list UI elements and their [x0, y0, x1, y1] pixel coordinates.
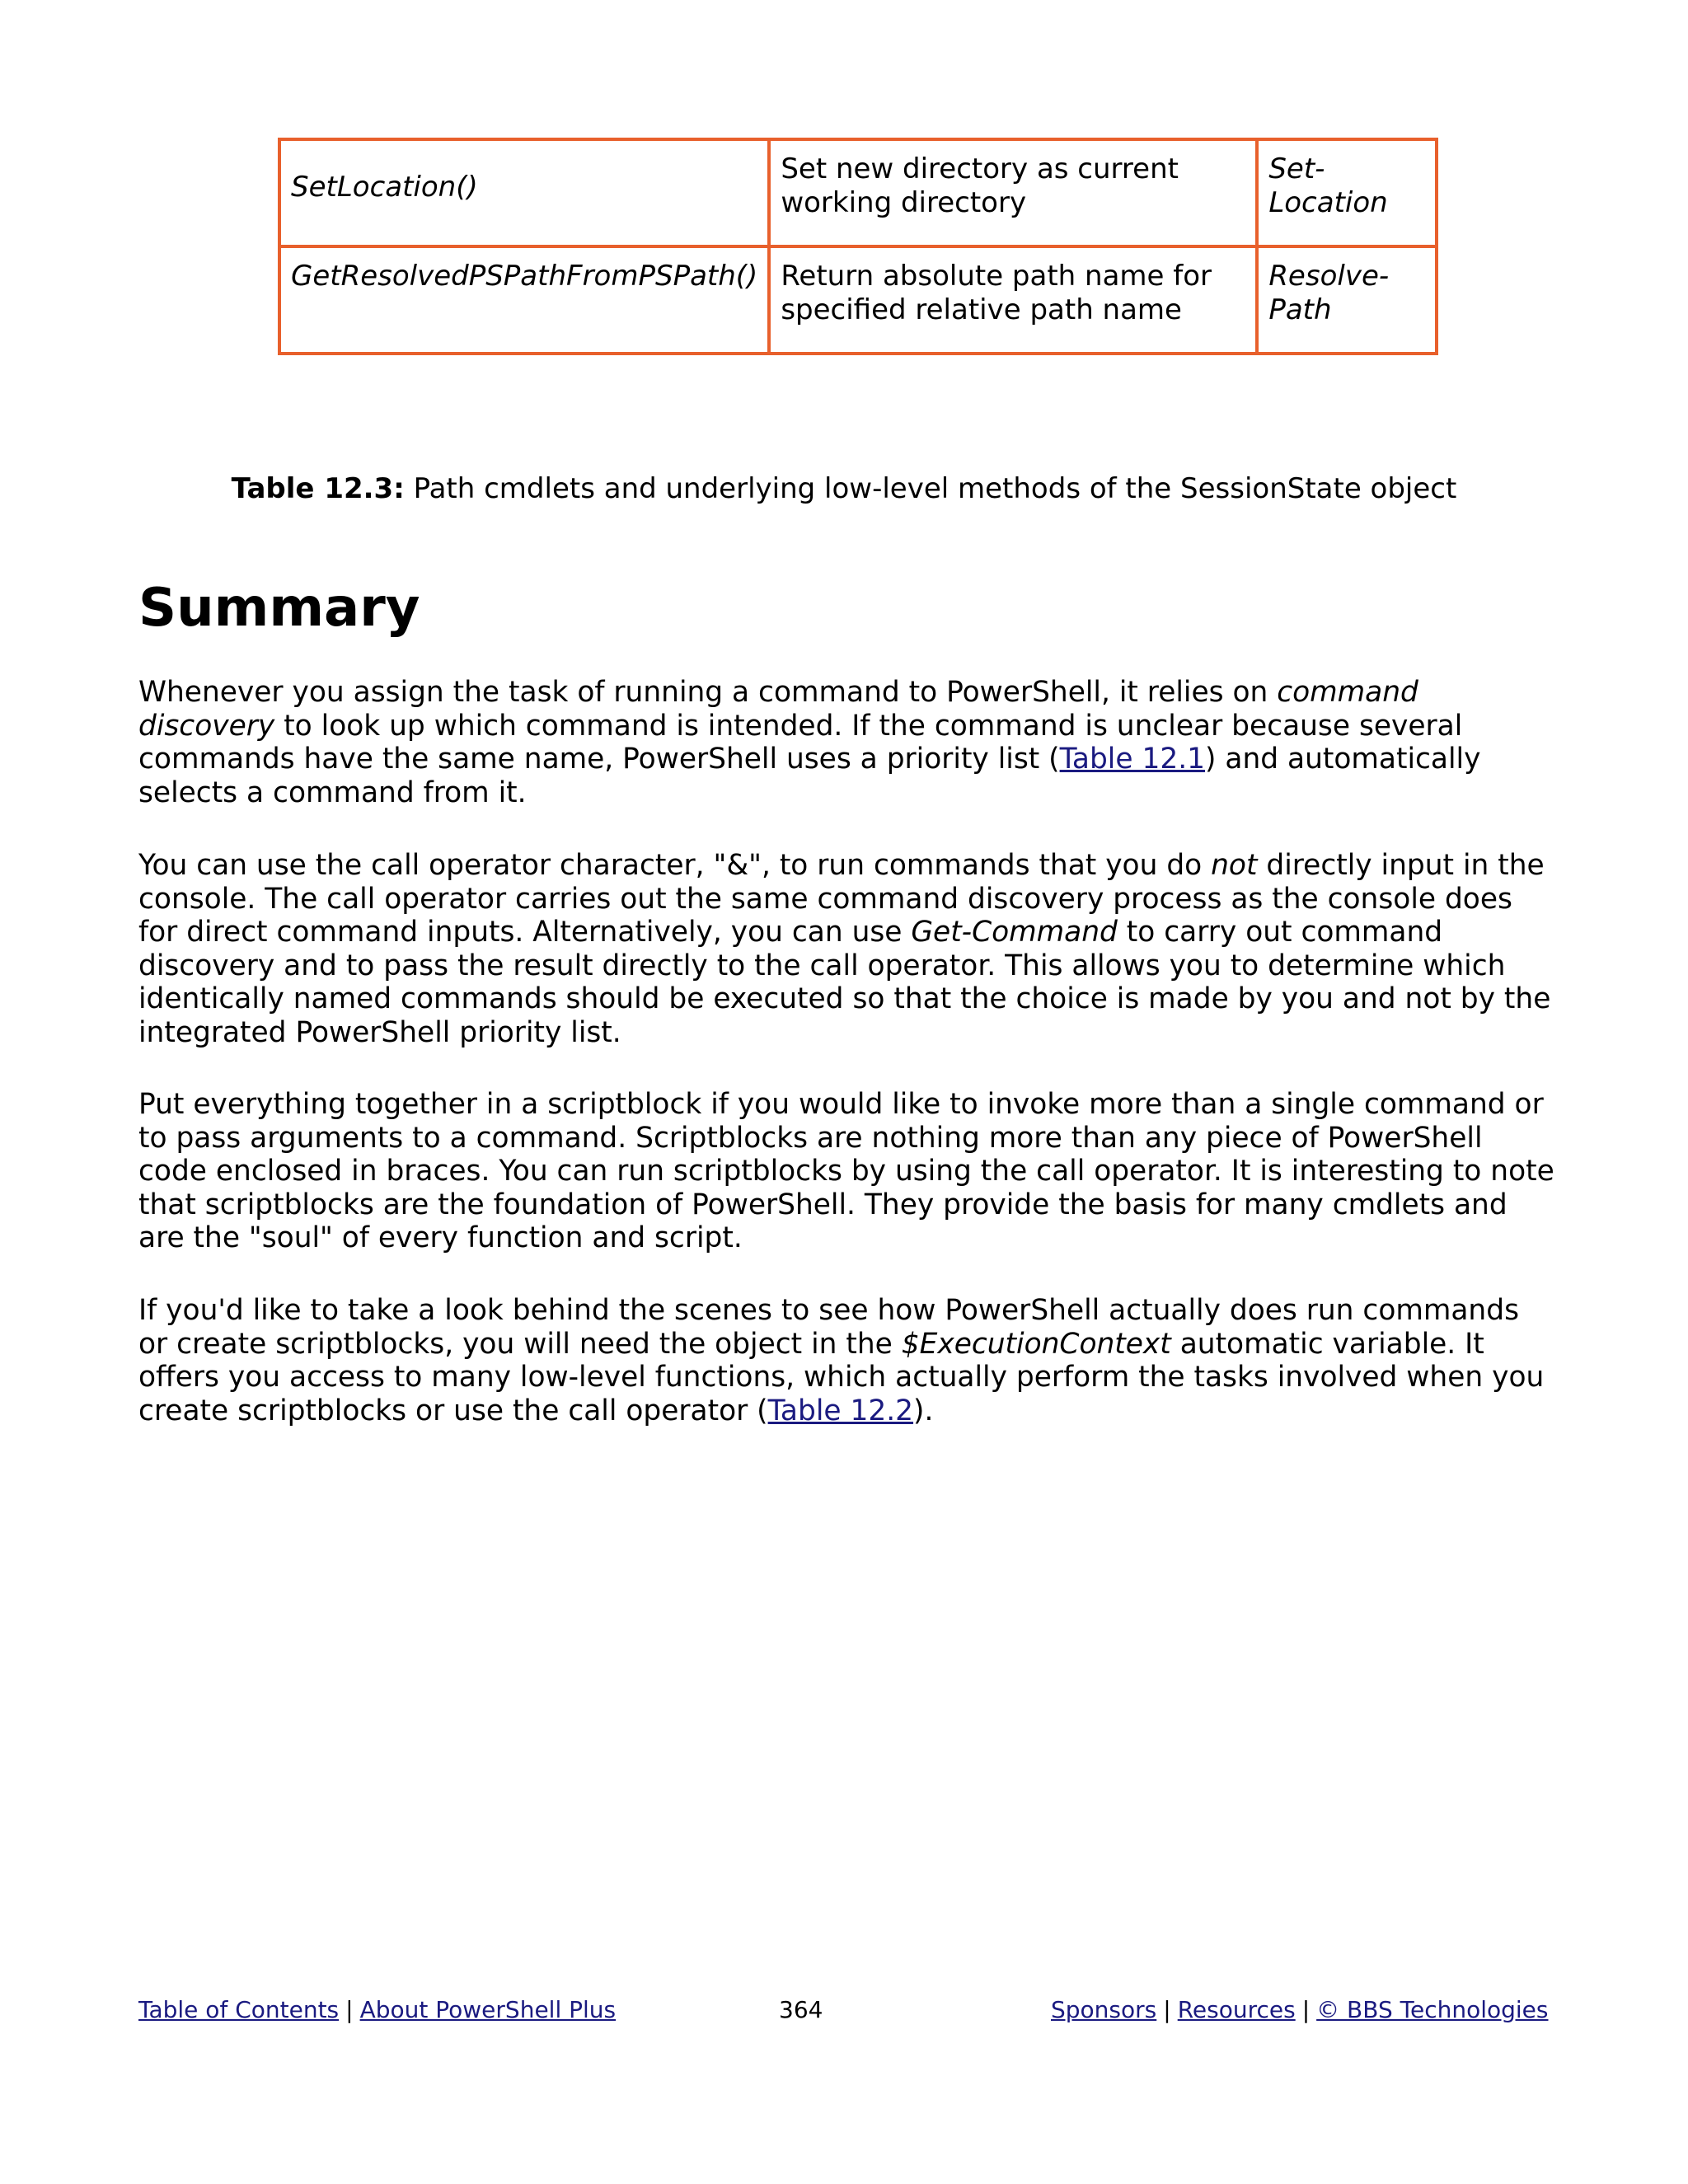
paragraph-emphasis: command discovery [138, 676, 1418, 743]
table-caption [0, 471, 1688, 506]
paragraph-emphasis: Get-Command [911, 916, 1118, 949]
cmdlet-cell: Set-Location [1257, 139, 1437, 246]
table-row [279, 246, 1437, 354]
paragraph-text: directly input in the console. The call operator carries out the same command discovery process as the console does for direct command inputs. Alternatively, you can use [138, 849, 1545, 949]
about-powershell-plus-link[interactable]: About PowerShell Plus [359, 1996, 617, 2023]
table-12-2-link[interactable]: Table 12.2 [767, 1394, 914, 1427]
table-row [279, 139, 1437, 246]
bbs-technologies-link[interactable]: © BBS Technologies [1316, 1996, 1549, 2023]
footer-separator: | [345, 1996, 354, 2023]
footer-separator: | [1163, 1996, 1171, 2023]
section-heading: Summary [138, 578, 420, 639]
summary-paragraph-2 [138, 849, 1556, 1049]
paragraph-text: ) and automatically selects a command from it. [138, 743, 1481, 809]
cmdlet-cell: Resolve-Path [1257, 246, 1437, 354]
resources-link[interactable]: Resources [1177, 1996, 1296, 2023]
method-cell: GetResolvedPSPathFromPSPath() [279, 246, 769, 354]
paragraph-text: If you'd like to take a look behind the scenes to see how PowerShell actually does run commands or create scriptblocks, you will need the object in the [138, 1294, 1519, 1361]
summary-paragraph-3: Put everything together in a scriptblock if you would like to invoke more than a single command or to pass arguments to a command. Scriptblocks are nothing more than any piece of PowerShell code enclosed in braces. You can run scriptblocks by using the call operator. It is interesting to note that scriptblocks are the foundation of PowerShell. They provide the basis for many cmdlets and are the "soul" of every function and script. [138, 1088, 1554, 1254]
summary-paragraph-4 [138, 1294, 1556, 1427]
table-of-contents-link[interactable]: Table of Contents [138, 1996, 340, 2023]
caption-text: Path cmdlets and underlying low-level methods of the SessionState object [404, 472, 1457, 505]
paragraph-text: You can use the call operator character, "&", to run commands that you do [138, 849, 1212, 882]
path-cmdlets-table [278, 138, 1438, 355]
paragraph-text: Whenever you assign the task of running a command to PowerShell, it relies on [138, 676, 1278, 709]
paragraph-text: to look up which command is intended. If the command is unclear because several commands have the same name, PowerShell uses a priority list ( [138, 709, 1463, 776]
footer-left-links [138, 1996, 616, 2024]
sponsors-link[interactable]: Sponsors [1051, 1996, 1157, 2023]
method-cell: SetLocation() [279, 139, 769, 246]
page-number: 364 [779, 1996, 823, 2023]
paragraph-emphasis: not [1211, 849, 1258, 882]
table-12-1-link[interactable]: Table 12.1 [1059, 743, 1206, 776]
footer-right-links [1051, 1996, 1549, 2024]
paragraph-text: automatic variable. It offers you access to many low-level functions, which actually perform the tasks involved when you create scriptblocks or use the call operator ( [138, 1327, 1545, 1427]
summary-paragraph-1 [138, 676, 1556, 809]
paragraph-text: to carry out command discovery and to pass the result directly to the call operator. This allows you to determine which identically named commands should be executed so that the choice is made by you and not by the integrated PowerShell priority list. [138, 916, 1551, 1049]
paragraph-text: ). [913, 1394, 934, 1427]
description-cell: Set new directory as current working directory [769, 139, 1257, 246]
paragraph-emphasis: $ExecutionContext [901, 1327, 1171, 1361]
caption-label: Table 12.3: [231, 472, 405, 505]
footer-separator: | [1301, 1996, 1311, 2023]
description-cell: Return absolute path name for specified relative path name [769, 246, 1257, 354]
